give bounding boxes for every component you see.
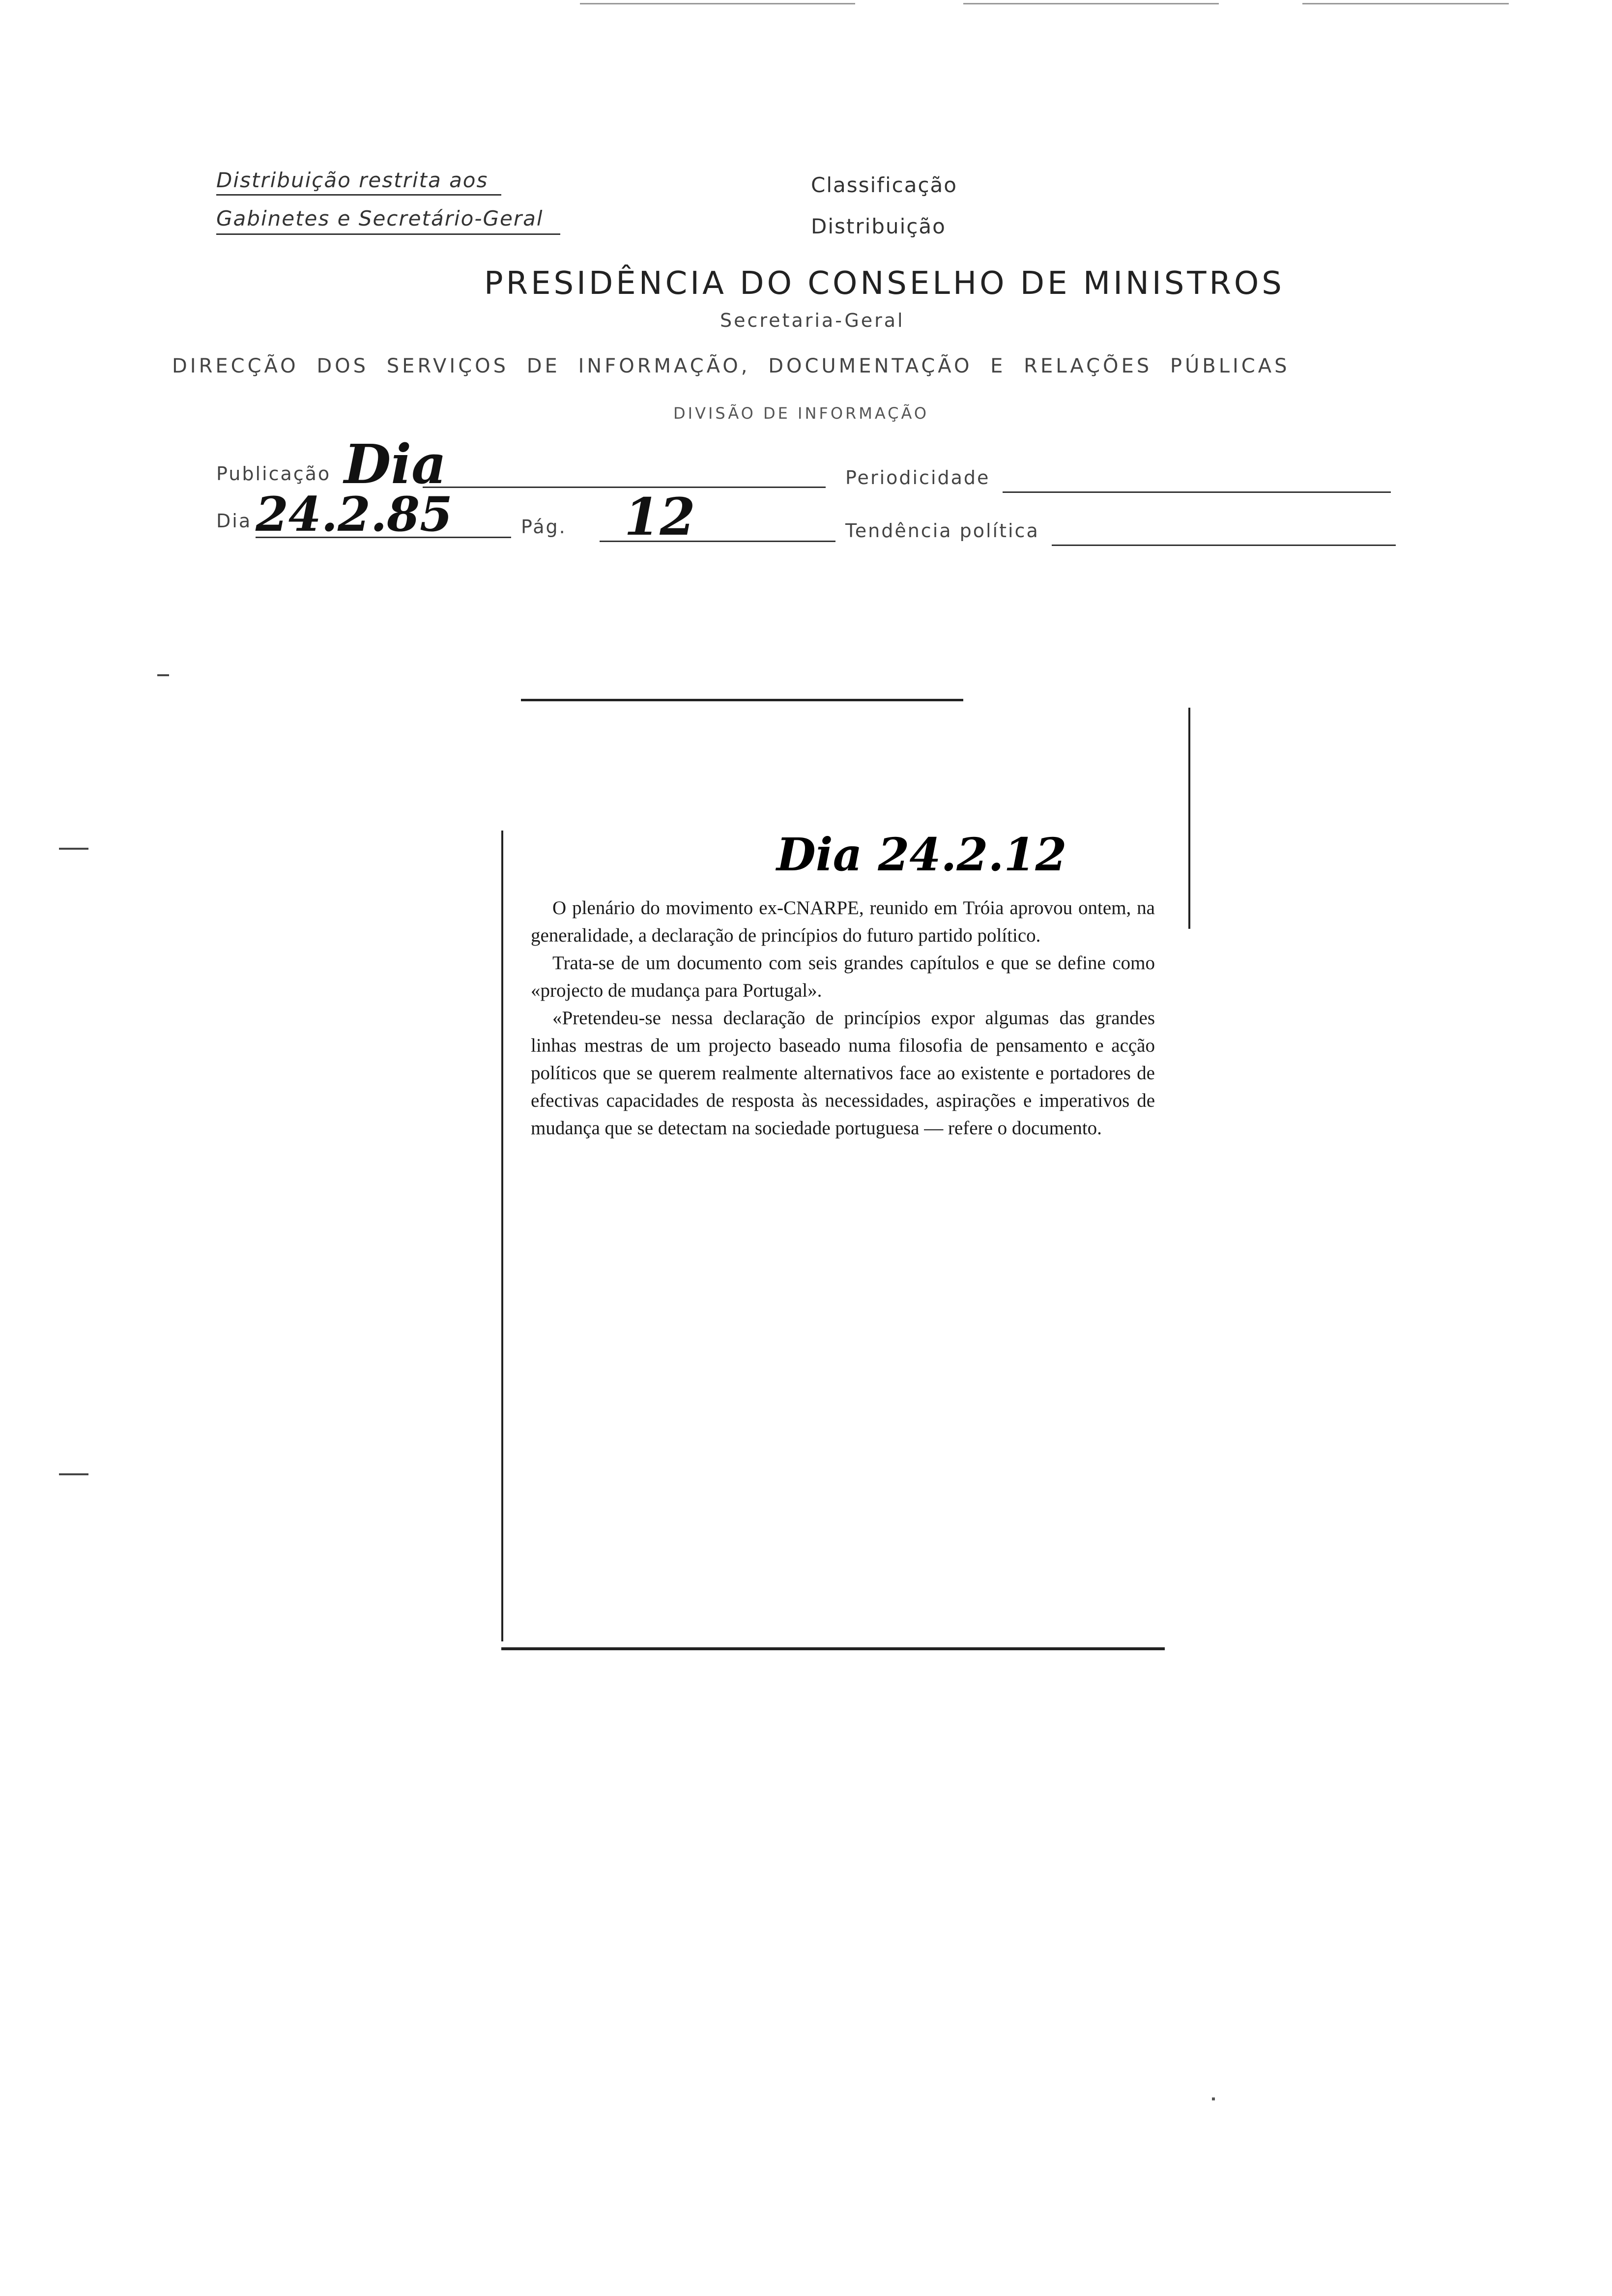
clipping-left-rule (501, 831, 503, 1641)
scan-edge-line-1 (580, 3, 855, 4)
periodicity-underline (1003, 491, 1391, 493)
page-label: Pág. (521, 516, 567, 538)
clipping-right-rule (1188, 708, 1190, 929)
clipping-bottom-rule (501, 1647, 1165, 1650)
article-paragraph: «Pretendeu-se nessa declaração de princípios expor algumas das grandes linhas mestras de um projecto baseado numa filosofia de pensamento e acção políticos que se querem realmente alternativos face ao existente e portadores de efectivas capacidades de resposta às necessidades, aspirações e imperativos de mudança que se detectam na sociedade portuguesa — refere o documento. (531, 1007, 1155, 1139)
article-paragraph: Trata-se de um documento com seis grandes capítulos e que se define como «projecto de mudança para Portugal». (531, 952, 1155, 1001)
page-underline (600, 541, 835, 542)
scan-margin-mark-2 (59, 848, 88, 850)
directorate-line: DIRECÇÃO DOS SERVIÇOS DE INFORMAÇÃO, DOCUMENTAÇÃO E RELAÇÕES PÚBLICAS (172, 355, 1290, 377)
publication-label: Publicação (216, 463, 331, 485)
page-handwritten-value: 12 (624, 487, 695, 547)
ministry-title: PRESIDÊNCIA DO CONSELHO DE MINISTROS (484, 265, 1285, 302)
clipping-top-rule (521, 699, 963, 701)
political-tendency-label: Tendência política (845, 520, 1039, 542)
distribution-restricted-line-1: Distribuição restrita aos (216, 168, 489, 192)
distribution-underline-1 (216, 194, 501, 196)
division-line: DIVISÃO DE INFORMAÇÃO (673, 404, 929, 423)
distribution-label: Distribuição (811, 214, 946, 238)
scan-speck (1212, 2097, 1215, 2100)
scan-margin-mark-1 (157, 674, 169, 676)
scan-edge-line-2 (963, 3, 1219, 4)
classification-label: Classificação (811, 173, 957, 197)
date-label: Dia (216, 510, 252, 532)
distribution-restricted-line-2: Gabinetes e Secretário-Geral (216, 206, 544, 230)
date-handwritten-value: 24.2.85 (256, 487, 453, 542)
date-underline (256, 537, 511, 538)
distribution-underline-2 (216, 233, 560, 235)
secretariat-subtitle: Secretaria-Geral (720, 310, 905, 331)
article-paragraph: O plenário do movimento ex-CNARPE, reunido em Tróia aprovou ontem, na generalidade, a declaração de princípios do futuro partido político. (531, 897, 1155, 946)
clipping-handwritten-reference: Dia 24.2.12 (777, 828, 1067, 881)
publication-handwritten-value: Dia (344, 432, 447, 496)
scan-margin-mark-3 (59, 1473, 88, 1475)
political-tendency-underline (1052, 545, 1396, 546)
periodicity-label: Periodicidade (845, 467, 990, 488)
article-body (531, 894, 1155, 1142)
scan-edge-line-3 (1302, 3, 1509, 4)
